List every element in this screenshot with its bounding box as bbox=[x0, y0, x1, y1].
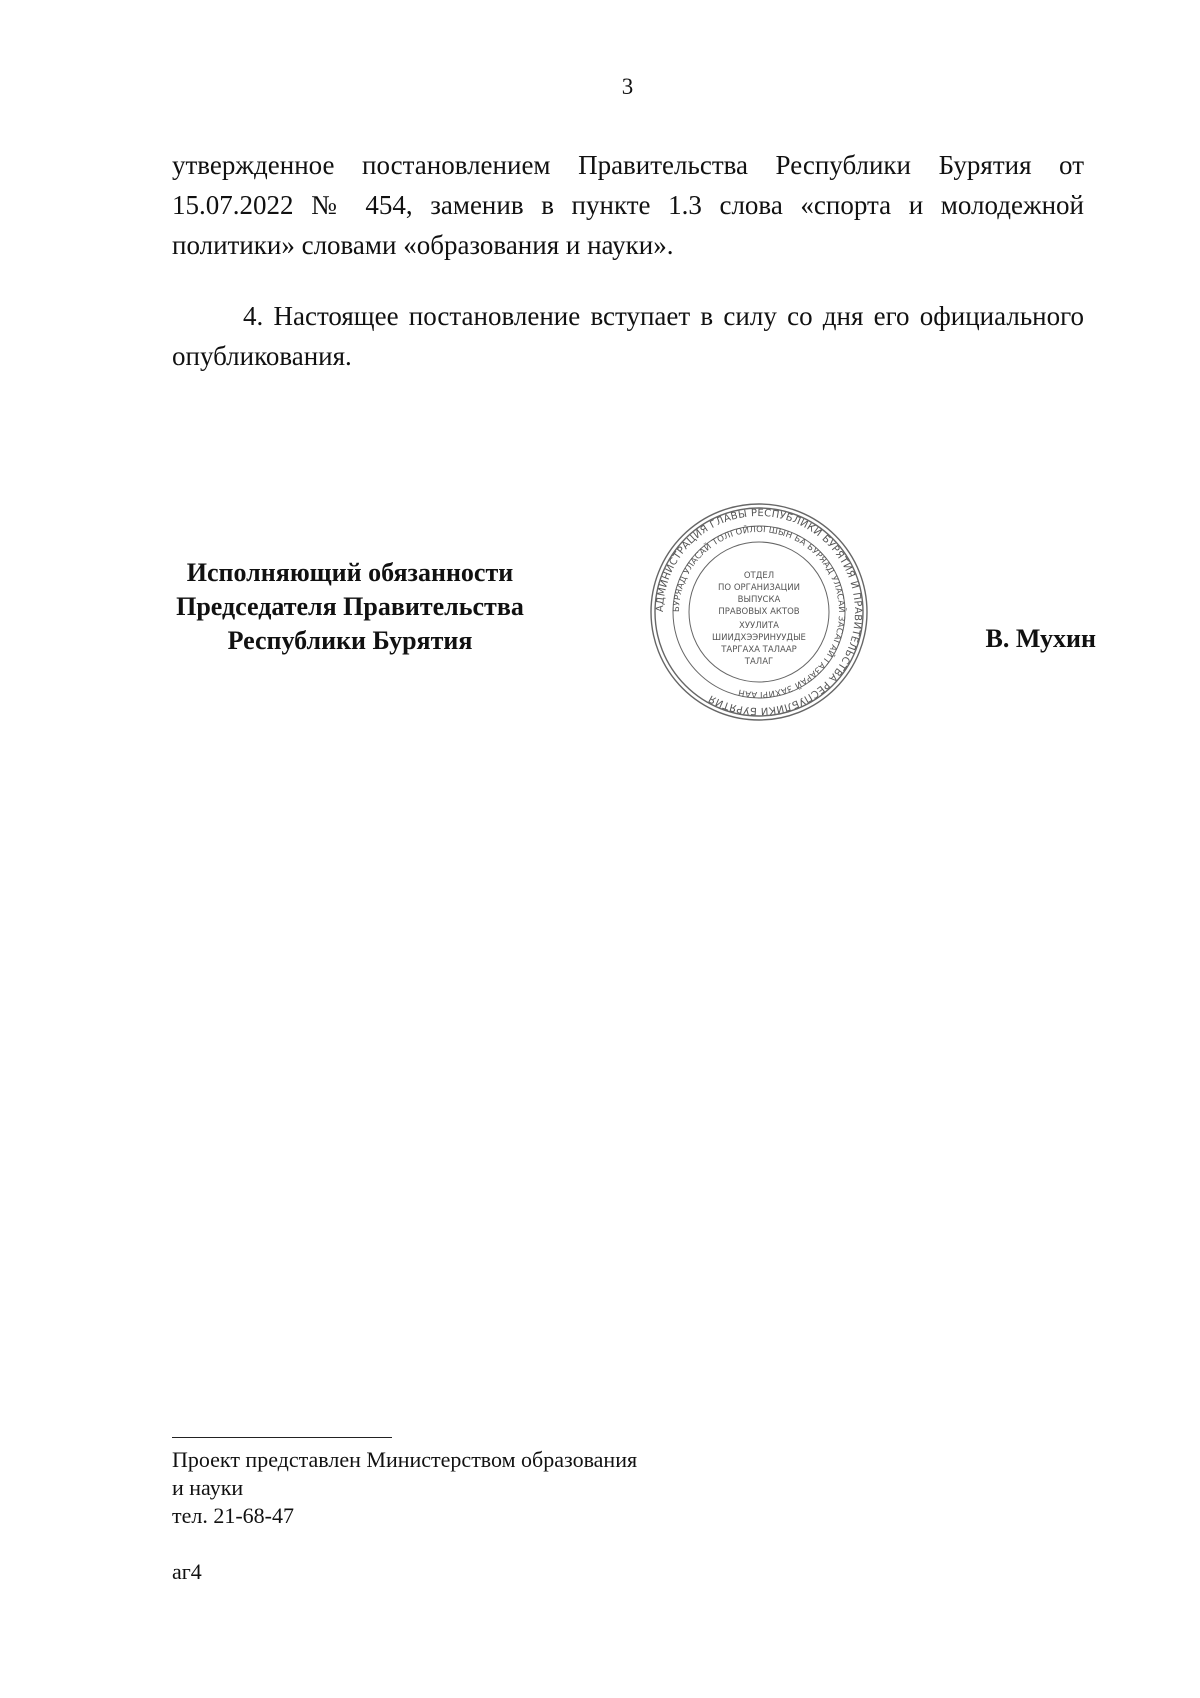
paragraph-amendment: утвержденное постановлением Правительства Республики Бурятия от 15.07.2022 № 454, заменив в пункте 1.3 слова «спорта и молодежной политики» словами «образования и науки». bbox=[172, 150, 1084, 260]
seal-line-8: ТАЛАГ bbox=[744, 657, 774, 667]
seal-line-3: ВЫПУСКА bbox=[737, 595, 781, 605]
page-number: 3 bbox=[621, 74, 634, 99]
paragraph-effective-date: 4. Настоящее постановление вступает в силу со дня его официального опубликования. bbox=[172, 301, 1084, 371]
seal-line-6: ШИИДХЭЭРИНУУДЫЕ bbox=[712, 633, 806, 643]
signatory-title-line-3: Республики Бурятия bbox=[227, 626, 473, 655]
seal-line-5: ХУУЛИТА bbox=[739, 621, 779, 631]
seal-line-4: ПРАВОВЫХ АКТОВ bbox=[718, 607, 800, 617]
footnote-line-2: и науки bbox=[172, 1475, 244, 1500]
document-code: аг4 bbox=[172, 1559, 202, 1584]
signatory-name: В. Мухин bbox=[985, 624, 1096, 653]
footnote-line-3: тел. 21-68-47 bbox=[172, 1503, 295, 1528]
signatory-title-line-1: Исполняющий обязанности bbox=[186, 558, 514, 587]
seal-outer-ring-text: АДМИНИСТРАЦИЯ ГЛАВЫ РЕСПУБЛИКИ БУРЯТИЯ И ПРАВИТЕЛЬСТВА РЕСПУБЛИКИ БУРЯТИЯ bbox=[654, 507, 864, 717]
seal-inner-ring-text: БУРЯАД УЛАСАЙ ТОЛГОЙЛОГШЫН БА БУРЯАД УЛАСАЙ ЗАСАГАЙ ГАЗАРАЙ ЗАХИРГААН bbox=[671, 524, 847, 700]
official-seal bbox=[647, 500, 871, 724]
signatory-title bbox=[140, 556, 560, 658]
footnote-divider bbox=[172, 1437, 392, 1438]
seal-line-7: ТАРГАХА ТАЛААР bbox=[721, 645, 797, 655]
signatory-title-line-2: Председателя Правительства bbox=[176, 592, 524, 621]
seal-line-1: ОТДЕЛ bbox=[743, 571, 775, 581]
seal-line-2: ПО ОРГАНИЗАЦИИ bbox=[718, 583, 800, 593]
footnote bbox=[172, 1446, 637, 1530]
footnote-line-1: Проект представлен Министерством образования bbox=[172, 1447, 638, 1472]
